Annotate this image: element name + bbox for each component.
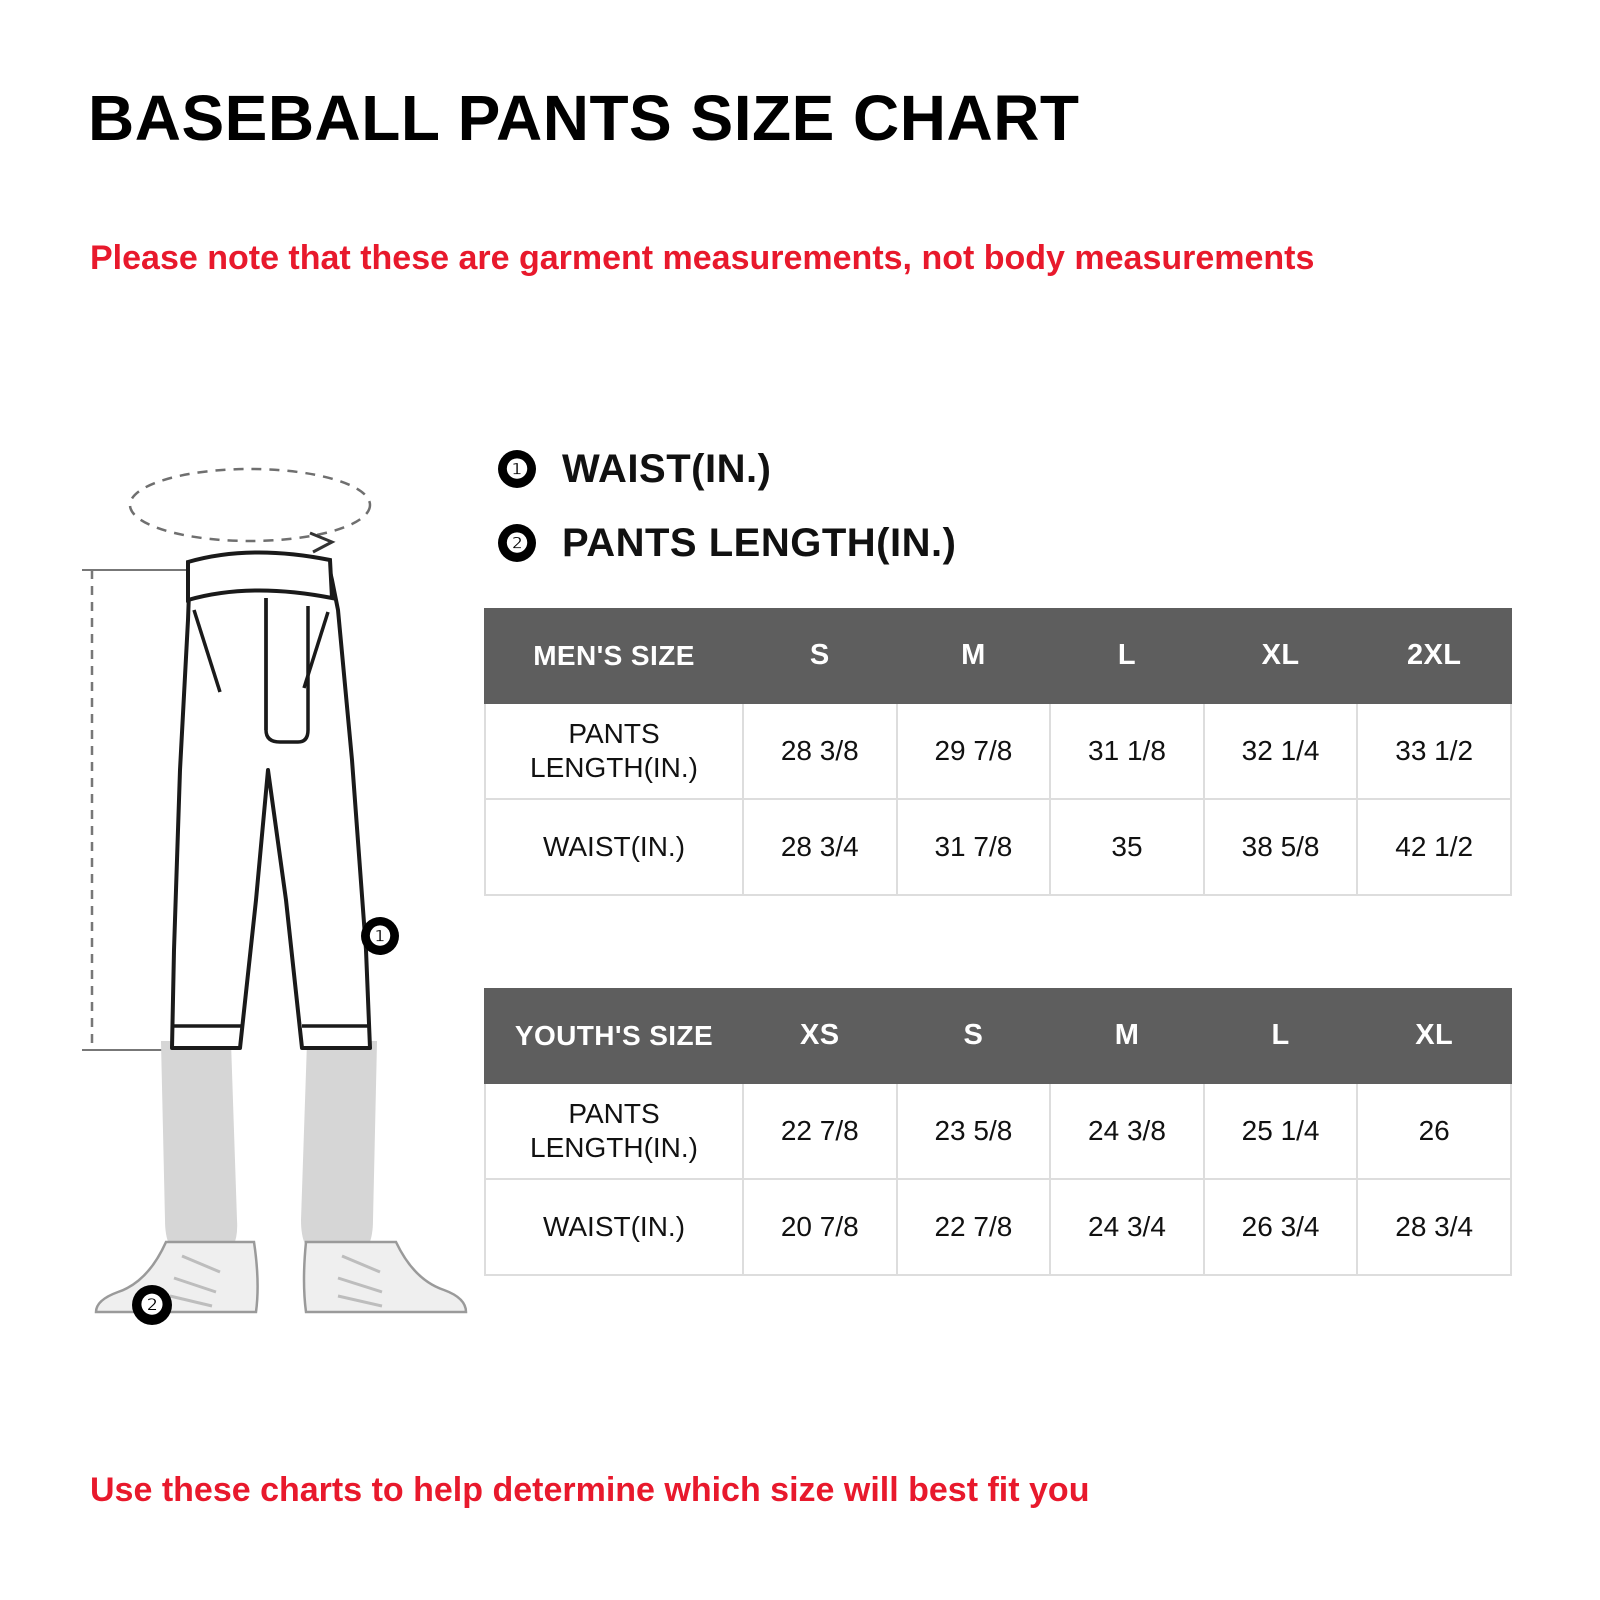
table-row: [485, 799, 1511, 895]
mens-length-m: 29 7/8: [897, 703, 1051, 799]
youths-row-label-waist: WAIST(IN.): [485, 1179, 743, 1275]
youths-col-xl: XL: [1357, 989, 1511, 1083]
legend-item-waist: [498, 440, 956, 498]
youths-col-s: S: [897, 989, 1051, 1083]
mens-col-l: L: [1050, 609, 1204, 703]
youths-length-xs: 22 7/8: [743, 1083, 897, 1179]
mens-waist-m: 31 7/8: [897, 799, 1051, 895]
youths-size-header: YOUTH'S SIZE: [485, 989, 743, 1083]
youths-waist-xl: 28 3/4: [1357, 1179, 1511, 1275]
youths-length-xl: 26: [1357, 1083, 1511, 1179]
youths-row-label-pants-length: PANTS LENGTH(IN.): [485, 1083, 743, 1179]
youths-size-table: [484, 988, 1512, 1276]
mens-size-header: MEN'S SIZE: [485, 609, 743, 703]
youths-waist-xs: 20 7/8: [743, 1179, 897, 1275]
table-header-row: [485, 989, 1511, 1083]
table-row: [485, 1083, 1511, 1179]
mens-length-xl: 32 1/4: [1204, 703, 1358, 799]
marker-pants-length: ❷: [132, 1285, 172, 1325]
legend-badge-1: ❶: [498, 450, 536, 488]
mens-waist-s: 28 3/4: [743, 799, 897, 895]
legend: [498, 440, 956, 588]
mens-size-table: [484, 608, 1512, 896]
legend-item-pants-length: [498, 514, 956, 572]
table-header-row: [485, 609, 1511, 703]
pants-illustration: [70, 430, 490, 1330]
mens-row-label-pants-length: PANTS LENGTH(IN.): [485, 703, 743, 799]
legend-badge-2: ❷: [498, 524, 536, 562]
mens-length-l: 31 1/8: [1050, 703, 1204, 799]
table-row: [485, 703, 1511, 799]
mens-waist-xl: 38 5/8: [1204, 799, 1358, 895]
mens-waist-2xl: 42 1/2: [1357, 799, 1511, 895]
pants-diagram-svg: [70, 430, 490, 1330]
mens-col-2xl: 2XL: [1357, 609, 1511, 703]
mens-length-s: 28 3/8: [743, 703, 897, 799]
youths-col-m: M: [1050, 989, 1204, 1083]
youths-waist-m: 24 3/4: [1050, 1179, 1204, 1275]
youths-length-s: 23 5/8: [897, 1083, 1051, 1179]
youths-length-m: 24 3/8: [1050, 1083, 1204, 1179]
legend-label-pants-length: PANTS LENGTH(IN.): [562, 520, 957, 565]
marker-waist: ❶: [361, 917, 399, 955]
mens-length-2xl: 33 1/2: [1357, 703, 1511, 799]
mens-waist-l: 35: [1050, 799, 1204, 895]
footer-note: Use these charts to help determine which size will best fit you: [90, 1471, 1090, 1509]
youths-col-l: L: [1204, 989, 1358, 1083]
garment-measurement-note: Please note that these are garment measurements, not body measurements: [90, 239, 1315, 277]
mens-row-label-waist: WAIST(IN.): [485, 799, 743, 895]
legend-label-waist: WAIST(IN.): [562, 446, 772, 491]
mens-col-xl: XL: [1204, 609, 1358, 703]
mens-col-m: M: [897, 609, 1051, 703]
table-row: [485, 1179, 1511, 1275]
page-title: BASEBALL PANTS SIZE CHART: [88, 82, 1080, 154]
mens-col-s: S: [743, 609, 897, 703]
youths-col-xs: XS: [743, 989, 897, 1083]
youths-waist-l: 26 3/4: [1204, 1179, 1358, 1275]
youths-length-l: 25 1/4: [1204, 1083, 1358, 1179]
youths-waist-s: 22 7/8: [897, 1179, 1051, 1275]
